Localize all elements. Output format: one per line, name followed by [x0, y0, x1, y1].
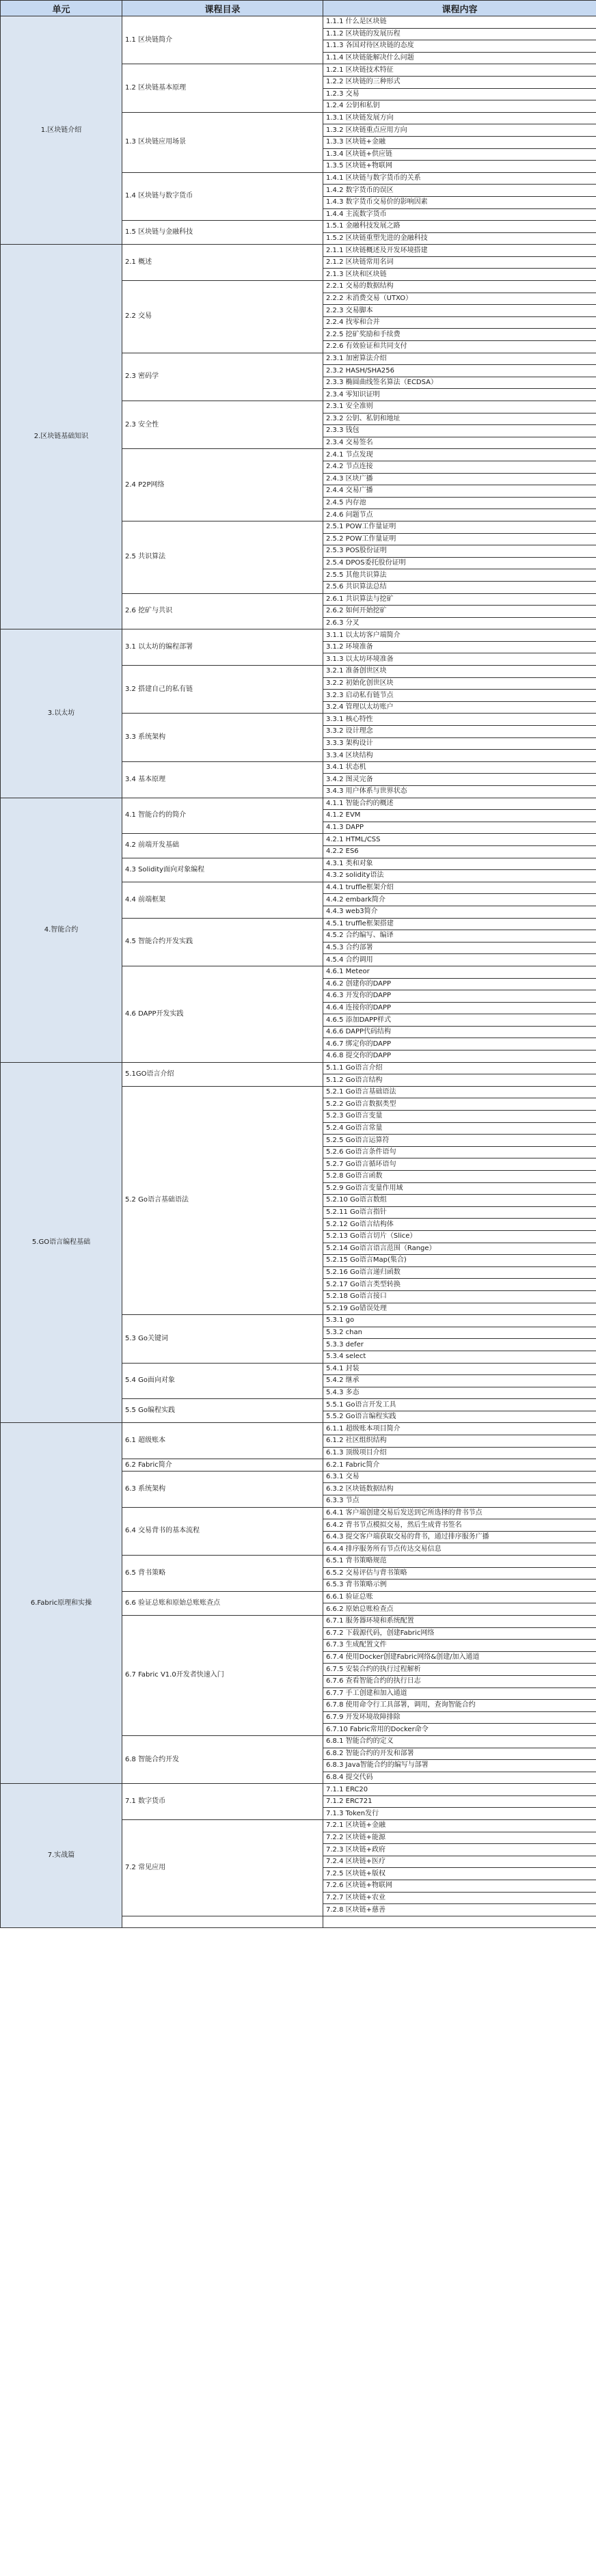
section-cell: 2.2 交易	[122, 281, 323, 353]
lesson-cell: 5.2.1 Go语言基础语法	[323, 1086, 596, 1098]
lesson-cell: 3.3.3 架构设计	[323, 737, 596, 750]
lesson-cell: 5.2.17 Go语言类型转换	[323, 1279, 596, 1291]
lesson-cell: 2.2.1 交易的数据结构	[323, 281, 596, 293]
lesson-cell: 5.2.9 Go语言变量作用域	[323, 1182, 596, 1195]
lesson-cell: 6.5.2 交易评估与背书策略	[323, 1567, 596, 1580]
lesson-cell: 3.1.3 以太坊环境准备	[323, 653, 596, 666]
lesson-cell: 2.2.3 交易脚本	[323, 305, 596, 317]
lesson-cell: 2.2.6 有效验证和共同支付	[323, 341, 596, 353]
lesson-cell: 6.7.10 Fabric常用的Docker命令	[323, 1724, 596, 1736]
lesson-cell: 6.8.3 Java智能合约的编写与部署	[323, 1760, 596, 1772]
lesson-row	[1, 798, 596, 810]
lesson-cell: 7.2.2 区块链+能源	[323, 1832, 596, 1844]
section-cell: 5.5 Go编程实践	[122, 1399, 323, 1423]
lesson-cell: 6.5.1 背书策略规范	[323, 1556, 596, 1568]
lesson-row	[1, 1784, 596, 1796]
lesson-cell: 1.4.1 区块链与数字货币的关系	[323, 172, 596, 185]
lesson-cell: 4.2.2 ES6	[323, 845, 596, 858]
unit-cell: 2.区块链基础知识	[1, 245, 122, 629]
section-cell: 6.3 系统架构	[122, 1471, 323, 1507]
lesson-cell: 5.3.2 chan	[323, 1327, 596, 1339]
section-cell: 3.1 以太坊的编程部署	[122, 629, 323, 666]
lesson-cell: 3.3.4 区块结构	[323, 750, 596, 762]
header-row	[1, 1, 596, 16]
lesson-cell: 6.7.6 查看智能合约的执行日志	[323, 1675, 596, 1687]
lesson-cell: 5.5.1 Go语言开发工具	[323, 1399, 596, 1411]
lesson-cell: 6.4.1 客户端创建交易后发送到它所选择的背书节点	[323, 1507, 596, 1519]
section-cell: 1.4 区块链与数字货币	[122, 172, 323, 220]
lesson-cell: 3.4.1 状态机	[323, 761, 596, 774]
lesson-cell: 5.2.19 Go错误处理	[323, 1303, 596, 1315]
lesson-cell: 5.2.12 Go语言结构体	[323, 1219, 596, 1231]
lesson-cell: 1.4.2 数字货币的误区	[323, 185, 596, 197]
header-unit: 单元	[1, 1, 122, 16]
curriculum-body	[1, 16, 596, 1928]
lesson-cell: 6.7.1 服务器环境和系统配置	[323, 1615, 596, 1627]
section-cell: 3.3 系统架构	[122, 714, 323, 761]
section-cell: 4.1 智能合约的简介	[122, 798, 323, 834]
lesson-cell: 4.6.4 连接你的DAPP	[323, 1002, 596, 1014]
lesson-cell: 5.4.2 继承	[323, 1375, 596, 1387]
section-cell: 6.7 Fabric V1.0开发者快速入门	[122, 1615, 323, 1735]
section-cell: 7.1 数字货币	[122, 1784, 323, 1820]
lesson-cell: 7.2.7 区块链+农业	[323, 1892, 596, 1904]
lesson-cell: 5.2.15 Go语言Map(集合)	[323, 1255, 596, 1267]
lesson-cell: 5.2.2 Go语言数据类型	[323, 1098, 596, 1111]
lesson-cell: 3.2.4 管理以太坊账户	[323, 701, 596, 714]
lesson-cell: 6.8.1 智能合约的定义	[323, 1735, 596, 1748]
unit-cell: 3.以太坊	[1, 629, 122, 798]
lesson-cell: 2.2.2 未消费交易（UTXO）	[323, 293, 596, 305]
lesson-cell: 3.4.2 图灵完备	[323, 774, 596, 786]
lesson-cell: 1.3.2 区块链重点应用方向	[323, 124, 596, 137]
lesson-cell: 6.7.9 开发环境故障排除	[323, 1711, 596, 1724]
lesson-cell: 3.3.2 设计理念	[323, 726, 596, 738]
lesson-cell: 7.2.5 区块链+版权	[323, 1868, 596, 1880]
section-cell: 6.5 背书策略	[122, 1556, 323, 1592]
lesson-cell: 5.2.5 Go语言运算符	[323, 1135, 596, 1147]
lesson-cell: 2.4.2 节点连接	[323, 461, 596, 473]
lesson-cell: 6.8.2 智能合约的开发和部署	[323, 1748, 596, 1760]
lesson-cell: 6.2.1 Fabric简介	[323, 1459, 596, 1472]
lesson-cell: 4.5.1 truffle框架搭建	[323, 918, 596, 930]
lesson-cell: 3.4.3 用户体系与世界状态	[323, 786, 596, 798]
lesson-cell: 2.5.5 其他共识算法	[323, 569, 596, 582]
header-content: 课程内容	[323, 1, 596, 16]
lesson-cell: 2.3.4 零知识证明	[323, 389, 596, 401]
lesson-cell: 3.1.2 环境准备	[323, 641, 596, 653]
lesson-cell: 6.7.3 生成配置文件	[323, 1640, 596, 1652]
section-cell: 5.4 Go面向对象	[122, 1363, 323, 1399]
lesson-cell: 4.5.3 合约部署	[323, 942, 596, 954]
lesson-cell: 1.2.3 交易	[323, 88, 596, 100]
lesson-cell: 2.4.1 节点发现	[323, 449, 596, 461]
section-cell: 1.2 区块链基本原理	[122, 64, 323, 112]
lesson-cell: 1.3.1 区块链发展方向	[323, 112, 596, 124]
section-cell: 2.5 共识算法	[122, 521, 323, 593]
lesson-cell: 2.5.6 共识算法总结	[323, 581, 596, 593]
lesson-cell: 4.6.7 绑定你的DAPP	[323, 1038, 596, 1050]
lesson-cell: 2.2.5 挖矿奖励和手续费	[323, 329, 596, 341]
lesson-row	[1, 629, 596, 642]
lesson-cell: 5.4.1 封装	[323, 1363, 596, 1375]
section-cell: 5.3 Go关键词	[122, 1315, 323, 1363]
lesson-cell: 6.7.7 手工创建和加入通道	[323, 1687, 596, 1700]
lesson-cell: 4.6.1 Meteor	[323, 966, 596, 978]
section-cell: 4.6 DAPP开发实践	[122, 966, 323, 1062]
section-cell	[122, 1916, 323, 1928]
lesson-cell: 1.4.4 主流数字货币	[323, 208, 596, 221]
lesson-cell: 3.2.2 初始化创世区块	[323, 677, 596, 690]
lesson-cell: 6.6.2 原始总账检查点	[323, 1603, 596, 1616]
lesson-cell: 7.1.2 ERC721	[323, 1795, 596, 1808]
unit-cell: 6.Fabric原理和实操	[1, 1423, 122, 1784]
lesson-cell: 2.1.2 区块链常用名词	[323, 256, 596, 269]
lesson-cell: 1.1.2 区块链的发展历程	[323, 28, 596, 40]
section-cell: 6.2 Fabric简介	[122, 1459, 323, 1472]
lesson-cell: 4.4.1 truffle框架介绍	[323, 882, 596, 894]
lesson-cell: 5.2.14 Go语言语言范围（Range）	[323, 1243, 596, 1255]
section-cell: 4.4 前端框架	[122, 882, 323, 918]
lesson-cell: 4.3.1 类和对象	[323, 858, 596, 870]
lesson-cell: 5.2.10 Go语言数组	[323, 1195, 596, 1207]
lesson-cell: 6.7.5 安装合约的执行过程解析	[323, 1664, 596, 1676]
lesson-cell: 2.5.4 DPOS委托股份证明	[323, 557, 596, 569]
lesson-cell: 4.5.4 合约调用	[323, 954, 596, 966]
lesson-cell: 1.2.1 区块链技术特征	[323, 64, 596, 77]
lesson-cell: 7.2.6 区块链+物联网	[323, 1880, 596, 1893]
lesson-cell: 1.1.4 区块链能解决什么问题	[323, 52, 596, 64]
lesson-cell: 2.2.4 找零和合并	[323, 316, 596, 329]
lesson-cell: 2.4.6 问题节点	[323, 509, 596, 521]
unit-cell: 5.GO语言编程基础	[1, 1062, 122, 1423]
lesson-cell: 5.4.3 多态	[323, 1387, 596, 1399]
lesson-cell: 5.2.18 Go语言接口	[323, 1290, 596, 1303]
lesson-cell: 3.2.1 准备创世区块	[323, 666, 596, 678]
section-cell: 6.1 超级账本	[122, 1423, 323, 1459]
lesson-cell: 5.5.2 Go语言编程实践	[323, 1411, 596, 1423]
lesson-cell: 1.3.3 区块链+金融	[323, 136, 596, 148]
lesson-cell: 2.4.4 交易广播	[323, 485, 596, 498]
lesson-cell: 4.1.2 EVM	[323, 810, 596, 822]
section-cell: 6.6 验证总账和原始总账账查点	[122, 1591, 323, 1615]
lesson-cell: 2.1.1 区块链概述及开发环境搭建	[323, 245, 596, 257]
lesson-cell: 3.1.1 以太坊客户端简介	[323, 629, 596, 642]
lesson-cell: 2.6.2 如何开始挖矿	[323, 606, 596, 618]
lesson-cell: 6.7.8 使用命令行工具部署，调用，查询智能合约	[323, 1700, 596, 1712]
section-cell: 7.2 常见应用	[122, 1820, 323, 1916]
section-cell: 1.3 区块链应用场景	[122, 112, 323, 172]
lesson-cell: 4.4.2 embark简介	[323, 894, 596, 906]
lesson-cell: 1.3.4 区块链+供应链	[323, 148, 596, 161]
lesson-cell: 7.1.1 ERC20	[323, 1784, 596, 1796]
lesson-cell: 2.5.3 POS股份证明	[323, 545, 596, 558]
lesson-cell: 6.4.4 排序服务所有节点传达交易信息	[323, 1543, 596, 1556]
lesson-cell: 6.5.3 背书策略示例	[323, 1580, 596, 1592]
lesson-cell: 7.2.3 区块链+政府	[323, 1844, 596, 1856]
lesson-row	[1, 16, 596, 29]
lesson-cell: 6.7.4 使用Docker创建Fabric网络&创建/加入通道	[323, 1651, 596, 1664]
lesson-cell: 7.1.3 Token发行	[323, 1808, 596, 1820]
lesson-cell: 5.2.13 Go语言切片（Slice）	[323, 1230, 596, 1243]
section-cell: 3.4 基本原理	[122, 761, 323, 798]
section-cell: 4.5 智能合约开发实践	[122, 918, 323, 966]
lesson-cell: 5.1.2 Go语言结构	[323, 1074, 596, 1087]
lesson-cell: 5.3.4 select	[323, 1351, 596, 1363]
lesson-cell: 6.3.3 节点	[323, 1495, 596, 1508]
lesson-cell: 5.2.11 Go语言指针	[323, 1206, 596, 1219]
lesson-cell: 7.2.1 区块链+金融	[323, 1820, 596, 1832]
lesson-cell: 6.3.1 交易	[323, 1471, 596, 1483]
lesson-cell: 1.1.1 什么是区块链	[323, 16, 596, 29]
lesson-cell: 6.6.1 验证总账	[323, 1591, 596, 1603]
section-cell: 4.2 前端开发基础	[122, 834, 323, 858]
lesson-cell: 6.4.3 提交客户端获取交易的背书，通过排序服务广播	[323, 1531, 596, 1543]
lesson-cell: 5.3.1 go	[323, 1315, 596, 1327]
lesson-cell: 2.3.3 钱包	[323, 425, 596, 437]
lesson-cell: 1.5.2 区块链重塑先进的金融科技	[323, 232, 596, 245]
lesson-cell: 6.4.2 背书节点模拟交易，然后生成背书签名	[323, 1519, 596, 1532]
lesson-cell: 4.1.3 DAPP	[323, 822, 596, 834]
lesson-cell: 7.2.8 区块链+慈善	[323, 1904, 596, 1916]
lesson-cell: 5.2.4 Go语言常量	[323, 1122, 596, 1135]
lesson-cell: 2.6.3 分叉	[323, 617, 596, 629]
lesson-cell: 2.4.3 区块广播	[323, 473, 596, 485]
lesson-cell: 1.2.4 公钥和私钥	[323, 100, 596, 113]
lesson-cell: 4.6.8 提交你的DAPP	[323, 1050, 596, 1063]
section-cell: 2.6 挖矿与共识	[122, 593, 323, 629]
lesson-cell: 2.4.5 内存池	[323, 497, 596, 509]
lesson-cell: 6.8.4 提交代码	[323, 1772, 596, 1784]
lesson-cell: 2.1.3 区块和区块链	[323, 269, 596, 281]
lesson-row	[1, 1062, 596, 1074]
unit-cell: 1.区块链介绍	[1, 16, 122, 245]
unit-cell: 4.智能合约	[1, 798, 122, 1062]
lesson-cell: 2.3.4 交易签名	[323, 437, 596, 449]
lesson-cell: 2.6.1 共识算法与挖矿	[323, 593, 596, 606]
lesson-cell: 1.5.1 金融科技发展之路	[323, 221, 596, 233]
lesson-cell: 4.1.1 智能合约的概述	[323, 798, 596, 810]
lesson-cell: 5.2.6 Go语言条件语句	[323, 1146, 596, 1158]
lesson-cell: 5.3.3 defer	[323, 1339, 596, 1351]
section-cell: 2.4 P2P网络	[122, 449, 323, 521]
lesson-cell: 2.5.2 POW工作量证明	[323, 533, 596, 545]
lesson-cell: 6.1.1 超级账本项目简介	[323, 1423, 596, 1435]
lesson-cell: 5.2.16 Go语言递归函数	[323, 1266, 596, 1279]
lesson-cell: 4.2.1 HTML/CSS	[323, 834, 596, 846]
section-cell: 4.3 Solidity面向对象编程	[122, 858, 323, 882]
section-cell: 2.1 概述	[122, 245, 323, 281]
lesson-cell: 4.6.6 DAPP代码结构	[323, 1026, 596, 1038]
lesson-cell: 1.2.2 区块链的三种形式	[323, 76, 596, 88]
lesson-cell: 4.3.2 solidity语法	[323, 870, 596, 882]
lesson-cell: 5.1.1 Go语言介绍	[323, 1062, 596, 1074]
section-cell: 5.1GO语言介绍	[122, 1062, 323, 1086]
lesson-cell: 6.1.3 顶级项目介绍	[323, 1447, 596, 1459]
section-cell: 6.8 智能合约开发	[122, 1735, 323, 1783]
lesson-cell: 4.6.2 创建你的DAPP	[323, 978, 596, 990]
section-cell: 2.3 安全性	[122, 401, 323, 449]
unit-cell: 7.实战篇	[1, 1784, 122, 1928]
section-cell: 1.5 区块链与金融科技	[122, 221, 323, 245]
lesson-cell: 1.3.5 区块链+物联网	[323, 161, 596, 173]
lesson-cell: 2.3.2 公钥、私钥和地址	[323, 413, 596, 425]
lesson-cell: 5.2.8 Go语言函数	[323, 1171, 596, 1183]
lesson-cell: 2.3.2 HASH/SHA256	[323, 365, 596, 377]
lesson-cell: 3.3.1 核心特性	[323, 714, 596, 726]
lesson-cell: 3.2.3 启动私有链节点	[323, 690, 596, 702]
lesson-cell: 2.3.1 加密算法介绍	[323, 353, 596, 365]
section-cell: 6.4 交易背书的基本流程	[122, 1507, 323, 1555]
section-cell: 2.3 密码学	[122, 353, 323, 401]
lesson-cell: 7.2.4 区块链+医疗	[323, 1856, 596, 1868]
lesson-cell: 4.5.2 合约编写、编译	[323, 930, 596, 943]
lesson-row	[1, 245, 596, 257]
lesson-cell: 2.5.1 POW工作量证明	[323, 521, 596, 533]
lesson-cell: 2.3.3 椭圆曲线签名算法（ECDSA）	[323, 377, 596, 389]
lesson-cell: 6.1.2 社区组织结构	[323, 1435, 596, 1448]
lesson-cell: 4.6.3 开发你的DAPP	[323, 990, 596, 1003]
lesson-cell: 6.7.2 下载源代码，创建Fabric网络	[323, 1627, 596, 1640]
lesson-cell: 2.3.1 安全准则	[323, 401, 596, 413]
lesson-row	[1, 1423, 596, 1435]
section-cell: 3.2 搭建自己的私有链	[122, 666, 323, 714]
lesson-cell	[323, 1916, 596, 1928]
lesson-cell: 5.2.7 Go语言循环语句	[323, 1158, 596, 1171]
lesson-cell: 6.3.2 区块链数据结构	[323, 1483, 596, 1495]
section-cell: 1.1 区块链简介	[122, 16, 323, 64]
lesson-cell: 1.1.3 各国对待区块链的态度	[323, 40, 596, 53]
lesson-cell: 1.4.3 数字货币交易价的影响因素	[323, 196, 596, 208]
lesson-cell: 5.2.3 Go语言变量	[323, 1111, 596, 1123]
header-directory: 课程目录	[122, 1, 323, 16]
lesson-cell: 4.4.3 web3简介	[323, 906, 596, 918]
section-cell: 5.2 Go语言基础语法	[122, 1086, 323, 1314]
lesson-cell: 4.6.5 添加DAPP样式	[323, 1014, 596, 1027]
